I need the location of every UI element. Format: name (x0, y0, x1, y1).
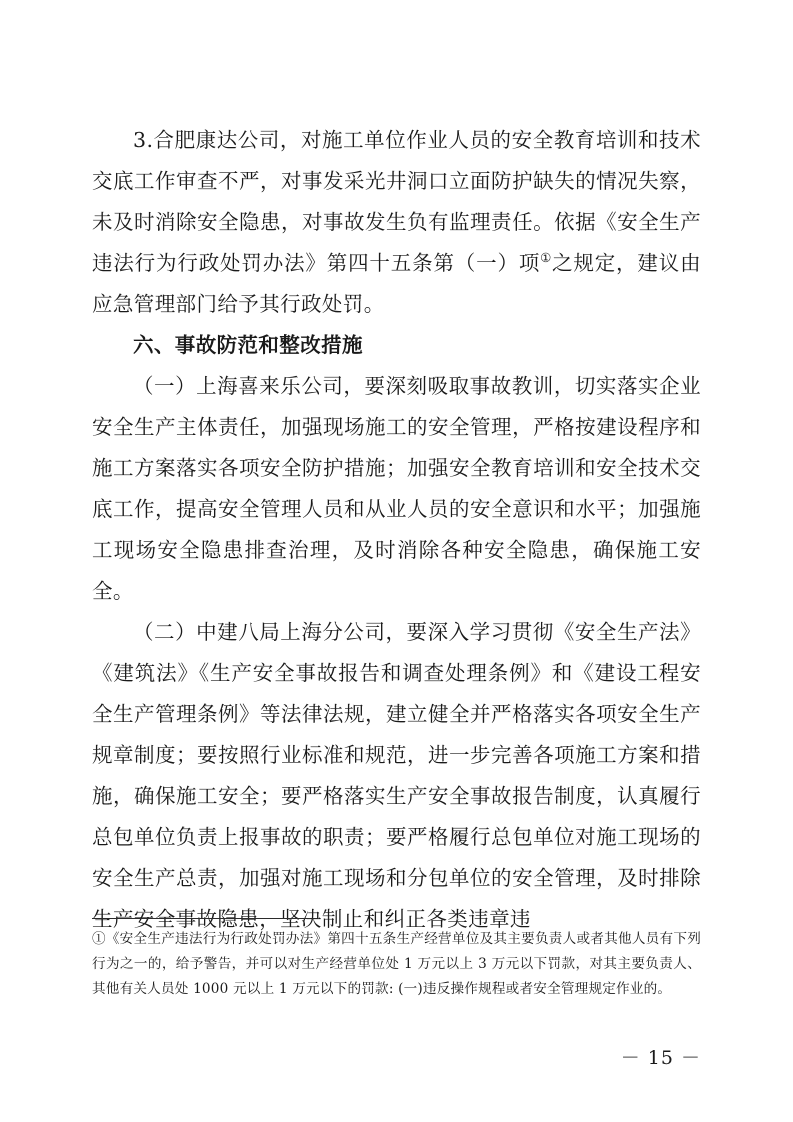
paragraph-measure-2: （二）中建八局上海分公司，要深入学习贯彻《安全生产法》《建筑法》《生产安全事故报告和调查处理条例》和《建设工程安全生产管理条例》等法律法规，建立健全并严格落实各项安全生产规章制度；要按照行业标准和规范，进一步完善各项施工方案和措施，确保施工安全；要严格落实生产安全事故报告制度，认真履行总包单位负责上报事故的职责；要严格履行总包单位对施工现场的安全生产总责，加强对施工现场和分包单位的安全管理，及时排除生产安全事故隐患，坚决制止和纠正各类违章违 (92, 620, 701, 931)
paragraph-item-3-text-after-ref: 之规定，建议由应急管理部门给予其行政处罚。 (92, 251, 701, 316)
paragraph-item-3 (92, 120, 701, 325)
footnote-divider (92, 918, 317, 919)
footnote-text: ①《安全生产违法行为行政处罚办法》第四十五条生产经营单位及其主要负责人或者其他人员有下列行为之一的，给予警告，并可以对生产经营单位处 1 万元以上 3 万元以下罚款，对其主要负责人、其他有关人员处 1000 元以上 1 万元以下的罚款: (一)违反操作规程或者安全管理规定作业的。 (92, 931, 701, 997)
section-heading-six: 六、事故防范和整改措施 (133, 333, 363, 357)
document-body (92, 120, 701, 940)
paragraph-measure-1: （一）上海喜来乐公司，要深刻吸取事故教训，切实落实企业安全生产主体责任，加强现场施工的安全管理，严格按建设程序和施工方案落实各项安全防护措施；加强安全教育培训和安全技术交底工作，提高安全管理人员和从业人员的安全意识和水平；加强施工现场安全隐患排查治理，及时消除各种安全隐患，确保施工安全。 (92, 374, 701, 603)
paragraph-item-3-text-before-ref: 3.合肥康达公司，对施工单位作业人员的安全教育培训和技术交底工作审查不严，对事发采光井洞口立面防护缺失的情况失察，未及时消除安全隐患，对事故发生负有监理责任。依据《安全生产违法行为行政处罚办法》第四十五条第（一）项 (92, 128, 701, 275)
footnote-area (92, 918, 701, 1002)
page-number: － 15 － (620, 1047, 701, 1069)
footnote-reference-marker[interactable]: ① (540, 251, 553, 266)
